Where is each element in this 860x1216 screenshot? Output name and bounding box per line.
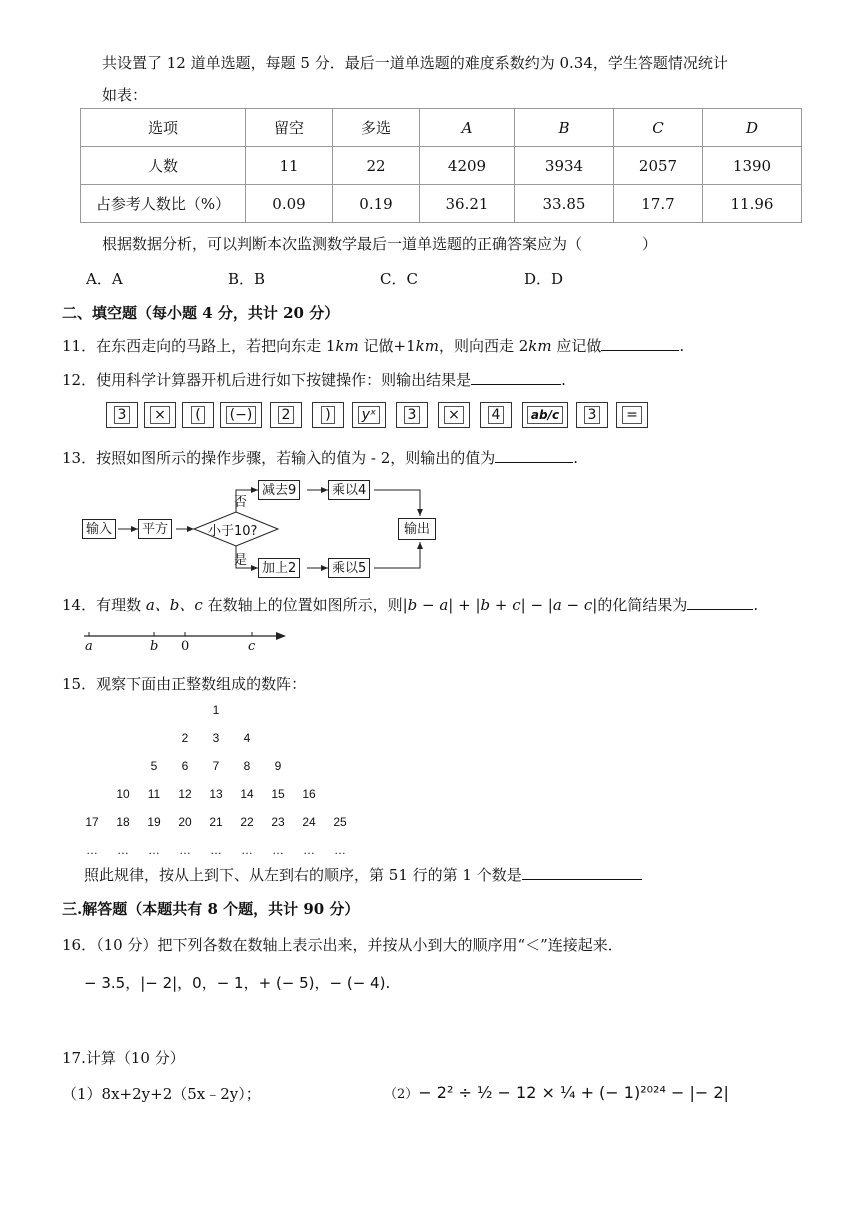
- flow-multiply4-box: 乘以4: [328, 480, 370, 500]
- table-cell: A: [420, 109, 515, 147]
- calc-key-times: ×: [144, 402, 176, 428]
- pyramid-number: 16: [302, 787, 316, 801]
- table-cell: 33.85: [515, 185, 614, 223]
- pyramid-number: 21: [209, 815, 223, 829]
- flow-yes-label: 是: [234, 553, 248, 568]
- calc-key-power: yˣ: [352, 402, 386, 428]
- pyramid-number: …: [210, 843, 222, 857]
- calc-key-3: 3: [106, 402, 138, 428]
- pyramid-number: 14: [240, 787, 254, 801]
- pyramid-number: 4: [243, 731, 251, 745]
- q17-part1: （1）8x+2y+2（5x﹣2y）；: [62, 1085, 261, 1103]
- q14-text: 14．有理数 a、b、c 在数轴上的位置如图所示，则|b − a| + |b + c| − |a − c|的化简结果为 .: [62, 596, 759, 614]
- pyramid-number: …: [303, 843, 315, 857]
- q17-part2: （2）− 2² ÷ ½ − 12 × ¼ + (− 1)²⁰²⁴ − |− 2|: [384, 1083, 729, 1102]
- table-cell: 17.7: [614, 185, 703, 223]
- q10-option-a: A．A: [86, 270, 123, 288]
- flow-multiply5-box: 乘以5: [328, 558, 370, 578]
- table-cell: C: [614, 109, 703, 147]
- pyramid-number: 9: [274, 759, 282, 773]
- pyramid-number: …: [334, 843, 346, 857]
- pyramid-number: 8: [243, 759, 251, 773]
- q10-option-b: B．B: [228, 270, 266, 288]
- table-cell: 3934: [515, 147, 614, 185]
- q10-intro-line2: 如表：: [102, 86, 148, 104]
- table-cell: 22: [333, 147, 420, 185]
- section-2-title: 二、填空题（每小题 4 分，共计 20 分）: [62, 304, 340, 322]
- q15-question: 照此规律，按从上到下、从左到右的顺序，第 51 行的第 1 个数是: [84, 864, 642, 885]
- pyramid-number: 19: [147, 815, 161, 829]
- table-cell: B: [515, 109, 614, 147]
- pyramid-number: 10: [116, 787, 130, 801]
- pyramid-number: 15: [271, 787, 285, 801]
- calc-key-times: ×: [438, 402, 470, 428]
- flow-square-box: 平方: [138, 519, 172, 539]
- axis-label-c: c: [248, 639, 256, 654]
- pyramid-number: 18: [116, 815, 130, 829]
- table-cell: 0.19: [333, 185, 420, 223]
- q16-text: 16．（10 分）把下列各数在数轴上表示出来，并按从小到大的顺序用“＜”连接起来．: [62, 936, 623, 954]
- section-3-title: 三.解答题（本题共有 8 个题，共计 90 分）: [62, 900, 360, 918]
- q10-option-c: C．C: [380, 270, 418, 288]
- flow-decision-label: 小于10?: [208, 524, 258, 539]
- axis-label-a: a: [85, 639, 93, 654]
- q13-text: 13．按照如图所示的操作步骤，若输入的值为 - 2，则输出的值为 .: [62, 449, 579, 467]
- calc-key-2: 2: [270, 402, 302, 428]
- axis-label-b: b: [150, 639, 159, 654]
- table-cell: 占参考人数比（%）: [81, 185, 246, 223]
- q12-text: 12．使用科学计算器开机后进行如下按键操作：则输出结果是 .: [62, 371, 566, 389]
- calc-key-equals: =: [616, 402, 648, 428]
- q17-title: 17.计算（10 分）: [62, 1049, 185, 1067]
- pyramid-number: 3: [212, 731, 220, 745]
- flow-input-box: 输入: [82, 519, 116, 539]
- pyramid-number: 13: [209, 787, 223, 801]
- flow-add2-box: 加上2: [258, 558, 300, 578]
- q16-numbers: − 3.5，|− 2|，0，− 1，+ (− 5)，− (− 4).: [84, 974, 391, 992]
- pyramid-number: …: [179, 843, 191, 857]
- pyramid-number: 5: [150, 759, 158, 773]
- table-cell: 36.21: [420, 185, 515, 223]
- pyramid-number: 22: [240, 815, 254, 829]
- table-cell: 0.09: [246, 185, 333, 223]
- pyramid-number: 6: [181, 759, 189, 773]
- flow-subtract9-box: 减去9: [258, 480, 300, 500]
- pyramid-number: 2: [181, 731, 189, 745]
- calc-key-negative: (−): [220, 402, 262, 428]
- table-cell: 留空: [246, 109, 333, 147]
- table-cell: 多选: [333, 109, 420, 147]
- answer-blank: [687, 595, 753, 610]
- flowchart-lines: [0, 0, 860, 600]
- q15-text: 15．观察下面由正整数组成的数阵：: [62, 675, 307, 693]
- pyramid-number: 1: [212, 703, 220, 717]
- calc-key-lparen: (: [182, 402, 214, 428]
- calc-key-rparen: ): [312, 402, 344, 428]
- q10-question: 根据数据分析，可以判断本次监测数学最后一道单选题的正确答案应为（ ）: [102, 235, 658, 253]
- pyramid-number: 7: [212, 759, 220, 773]
- pyramid-number: 24: [302, 815, 316, 829]
- pyramid-number: …: [86, 843, 98, 857]
- flow-output-box: 输出: [398, 518, 436, 540]
- pyramid-number: 25: [333, 815, 347, 829]
- calc-key-3: 3: [576, 402, 608, 428]
- pyramid-number: …: [272, 843, 284, 857]
- flow-no-label: 否: [234, 495, 248, 510]
- pyramid-number: 20: [178, 815, 192, 829]
- pyramid-number: …: [241, 843, 253, 857]
- pyramid-number: 23: [271, 815, 285, 829]
- table-cell: D: [703, 109, 802, 147]
- pyramid-number: 17: [85, 815, 99, 829]
- table-cell: 4209: [420, 147, 515, 185]
- calc-key-fraction: ab/c: [522, 402, 568, 428]
- table-cell: 2057: [614, 147, 703, 185]
- pyramid-number: 11: [147, 787, 161, 801]
- table-cell: 选项: [81, 109, 246, 147]
- table-cell: 11.96: [703, 185, 802, 223]
- answer-blank: [522, 865, 642, 880]
- axis-label-zero: 0: [181, 639, 190, 654]
- table-cell: 人数: [81, 147, 246, 185]
- table-cell: 11: [246, 147, 333, 185]
- pyramid-number: …: [148, 843, 160, 857]
- calc-key-4: 4: [480, 402, 512, 428]
- table-cell: 1390: [703, 147, 802, 185]
- calc-key-3: 3: [396, 402, 428, 428]
- pyramid-number: 12: [178, 787, 192, 801]
- pyramid-number: …: [117, 843, 129, 857]
- q11-text: 11．在东西走向的马路上，若把向东走 1km 记做+1km，则向西走 2km 应记做 .: [62, 337, 685, 355]
- q10-intro-line1: 共设置了 12 道单选题，每题 5 分．最后一道单选题的难度系数约为 0.34，学生答题情况统计: [102, 54, 728, 72]
- q10-option-d: D．D: [524, 270, 564, 288]
